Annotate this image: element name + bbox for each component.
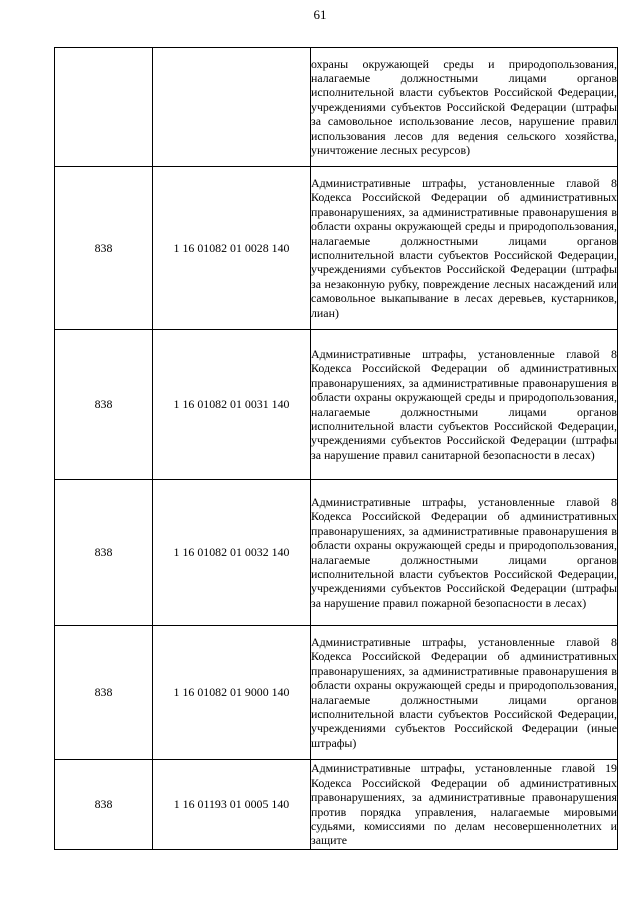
admin-code-cell: 838: [55, 167, 153, 330]
budget-code-cell: 1 16 01082 01 9000 140: [153, 626, 311, 760]
description-cell: охраны окружающей среды и природопользования, налагаемые должностными лицами органов исполнительной власти субъектов Российской Федерации, учреждениями субъектов Российской Федерации (штрафы за самовольное использование лесов, нарушение правил использования лесов для ведения сельского хозяйства, уничтожение лесных ресурсов): [311, 48, 618, 167]
table-row: [55, 167, 618, 330]
budget-codes-table: [54, 47, 618, 850]
description-cell: Административные штрафы, установленные главой 8 Кодекса Российской Федерации об административных правонарушениях, за административные правонарушения в области охраны окружающей среды и природопользования, налагаемые должностными лицами органов исполнительной власти субъектов Российской Федерации, учреждениями субъектов Российской Федерации (штрафы за нарушение правил пожарной безопасности в лесах): [311, 480, 618, 626]
budget-code-cell: 1 16 01082 01 0028 140: [153, 167, 311, 330]
description-cell: Административные штрафы, установленные главой 8 Кодекса Российской Федерации об административных правонарушениях, за административные правонарушения в области охраны окружающей среды и природопользования, налагаемые должностными лицами органов исполнительной власти субъектов Российской Федерации, учреждениями субъектов Российской Федерации (иные штрафы): [311, 626, 618, 760]
table-row: [55, 480, 618, 626]
table-row: [55, 626, 618, 760]
table-row: [55, 48, 618, 167]
admin-code-cell: 838: [55, 330, 153, 480]
admin-code-cell: 838: [55, 480, 153, 626]
page-number: 61: [313, 7, 327, 22]
admin-code-cell: [55, 48, 153, 167]
budget-code-cell: 1 16 01082 01 0032 140: [153, 480, 311, 626]
table-row: [55, 760, 618, 850]
table-row: [55, 330, 618, 480]
description-cell: Административные штрафы, установленные главой 8 Кодекса Российской Федерации об административных правонарушениях, за административные правонарушения в области охраны окружающей среды и природопользования, налагаемые должностными лицами органов исполнительной власти субъектов Российской Федерации, учреждениями субъектов Российской Федерации (штрафы за нарушение правил санитарной безопасности в лесах): [311, 330, 618, 480]
budget-code-cell: 1 16 01193 01 0005 140: [153, 760, 311, 850]
budget-code-cell: 1 16 01082 01 0031 140: [153, 330, 311, 480]
budget-code-cell: [153, 48, 311, 167]
description-cell: Административные штрафы, установленные главой 8 Кодекса Российской Федерации об административных правонарушениях, за административные правонарушения в области охраны окружающей среды и природопользования, налагаемые должностными лицами органов исполнительной власти субъектов Российской Федерации, учреждениями субъектов Российской Федерации (штрафы за незаконную рубку, повреждение лесных насаждений или самовольное выкапывание в лесах деревьев, кустарников, лиан): [311, 167, 618, 330]
description-cell: Административные штрафы, установленные главой 19 Кодекса Российской Федерации об административных правонарушениях, за административные правонарушения против порядка управления, налагаемые мировыми судьями, комиссиями по делам несовершеннолетних и защите: [311, 760, 618, 850]
admin-code-cell: 838: [55, 626, 153, 760]
admin-code-cell: 838: [55, 760, 153, 850]
